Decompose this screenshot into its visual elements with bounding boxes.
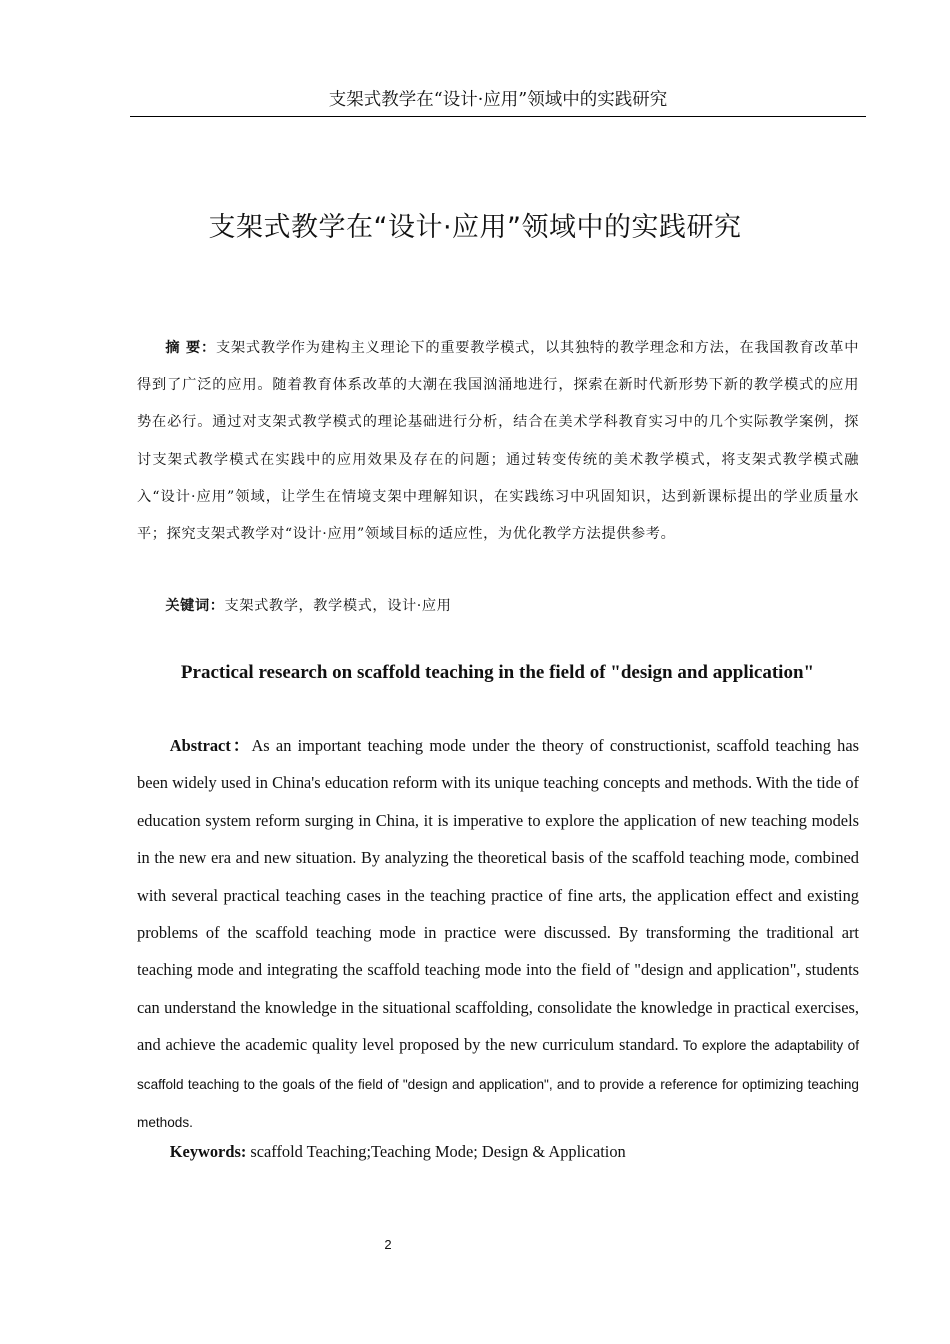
english-keywords (137, 1134, 859, 1170)
english-abstract-label: Abstract： (169, 736, 252, 755)
english-abstract (137, 727, 859, 1141)
chinese-abstract-label: 摘 要： (165, 340, 216, 356)
english-keywords-text: scaffold Teaching;Teaching Mode; Design & Application (246, 1142, 626, 1161)
chinese-abstract (137, 330, 859, 553)
english-abstract-text: As an important teaching mode under the theory of constructionist, scaffold teaching has been widely used in China's education reform with its unique teaching concepts and methods. With the tide of education system reform surging in China, it is imperative to explore the application of new teaching models in the new era and new situation. By analyzing the theoretical basis of the scaffold teaching mode, combined with several practical teaching cases in the teaching practice of fine arts, the application effect and existing problems of the scaffold teaching mode in practice were discussed. By transforming the traditional art teaching mode and integrating the scaffold teaching mode into the field of "design and application", students can understand the knowledge in the situational scaffolding, consolidate the knowledge in practical exercises, and achieve the academic quality level proposed by the new curriculum standard. (137, 736, 860, 1055)
chinese-keywords (137, 588, 859, 624)
chinese-abstract-text: 支架式教学作为建构主义理论下的重要教学模式，以其独特的教学理念和方法，在我国教育改革中得到了广泛的应用。随着教育体系改革的大潮在我国汹涌地进行，探索在新时代新形势下新的教学模式的应用势在必行。通过对支架式教学模式的理论基础进行分析，结合在美术学科教育实习中的几个实际教学案例，探讨支架式教学模式在实践中的应用效果及存在的问题；通过转变传统的美术教学模式，将支架式教学模式融入“设计·应用”领域，让学生在情境支架中理解知识，在实践练习中巩固知识，达到新课标提出的学业质量水平；探究支架式教学对“设计·应用”领域目标的适应性，为优化教学方法提供参考。 (137, 340, 859, 543)
english-title: Practical research on scaffold teaching in the field of "design and application" (180, 662, 815, 683)
running-header (130, 86, 866, 117)
chinese-keywords-label: 关键词： (165, 598, 225, 614)
page-number: 2 (384, 1237, 392, 1252)
english-abstract-text-continued: To explore the adaptability of scaffold teaching to the goals of the field of "design and application", and to provide a reference for optimizing teaching methods. (137, 1038, 859, 1131)
running-header-title: 支架式教学在“设计·应用”领域中的实践研究 (328, 90, 668, 110)
english-keywords-label: Keywords: (169, 1142, 247, 1161)
chinese-keywords-text: 支架式教学，教学模式，设计·应用 (224, 598, 452, 614)
chinese-title: 支架式教学在“设计·应用”领域中的实践研究 (208, 212, 742, 243)
